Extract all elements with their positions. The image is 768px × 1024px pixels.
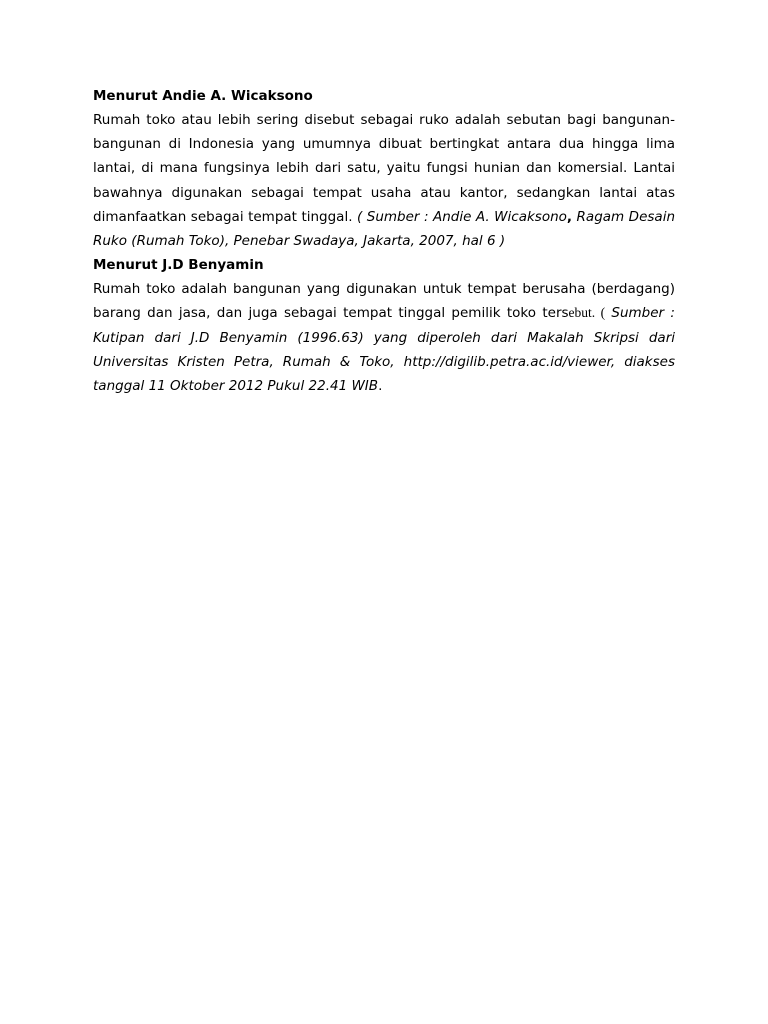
document-page [93, 84, 675, 398]
citation-benyamin-end: . [378, 378, 383, 395]
citation-andie-part2: Ragam Desain Ruko (Rumah Toko), Penebar Swadaya, Jakarta, 2007, hal 6 ) [93, 208, 675, 250]
paragraph-benyamin-body: Rumah toko adalah bangunan yang digunakan untuk tempat berusaha (berdagang) barang dan jasa, dan juga sebagai tempat tinggal pemilik toko ters [93, 281, 675, 322]
section-heading-benyamin: Menurut J.D Benyamin [93, 257, 264, 274]
paragraph-andie [93, 108, 675, 253]
paragraph-benyamin [93, 277, 675, 398]
paragraph-benyamin-serif-fragment: ebut. ( [568, 305, 606, 321]
citation-andie-part1: ( Sumber : Andie A. Wicaksono [352, 208, 567, 225]
section-heading-andie: Menurut Andie A. Wicaksono [93, 88, 313, 104]
citation-benyamin: Sumber : Kutipan dari J.D Benyamin (1996.63) yang diperoleh dari Makalah Skripsi dari Universitas Kristen Petra, Rumah & Toko, http://digilib.petra.ac.id/viewer, diakses tanggal 11 Oktober 2012 Pukul 22.41 WIB [93, 305, 675, 395]
paragraph-andie-body: Rumah toko atau lebih sering disebut sebagai ruko adalah sebutan bagi bangunan-bangunan di Indonesia yang umumnya dibuat bertingkat antara dua hingga lima lantai, di mana fungsinya lebih dari satu, yaitu fungsi hunian dan komersial. Lantai bawahnya digunakan sebagai tempat usaha atau kantor, sedangkan lantai atas dimanfaatkan sebagai tempat tinggal. [93, 112, 675, 225]
citation-andie-comma: , [566, 208, 573, 225]
